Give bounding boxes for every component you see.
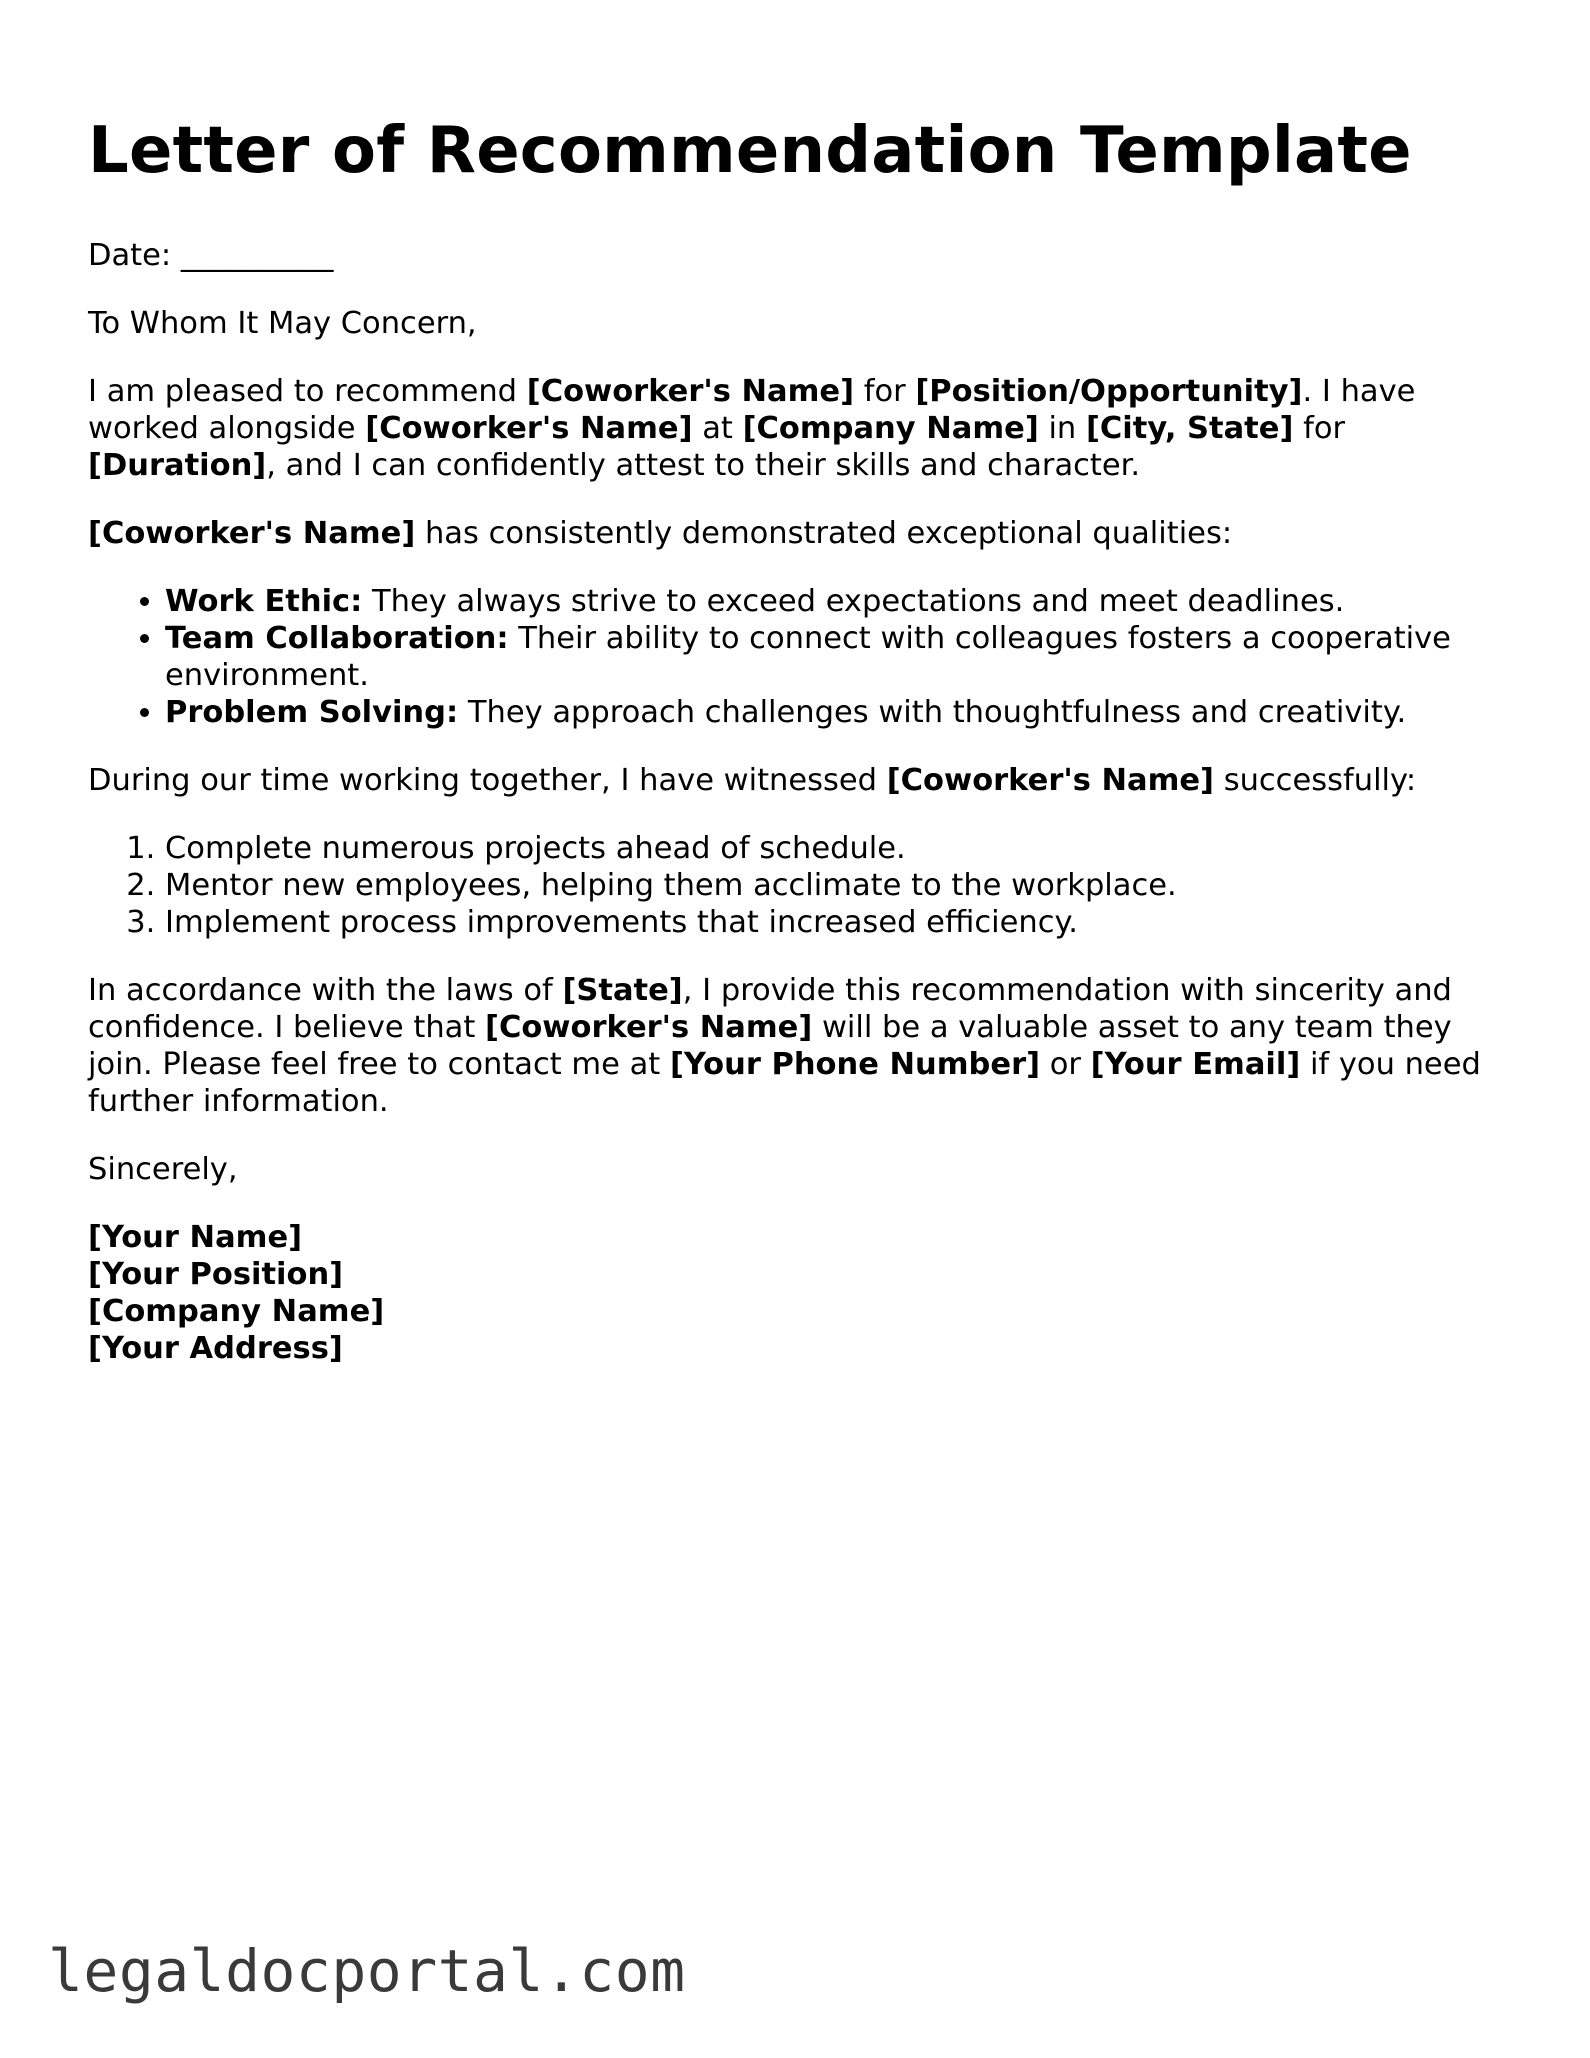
signature-block	[88, 1219, 1508, 1367]
closing-text-3: will be a valuable asset to any team they join. Please feel free to contact me at	[88, 1010, 1452, 1082]
achievements-intro-text-1: During our time working together, I have witnessed	[88, 763, 887, 798]
position-placeholder: [Position/Opportunity]	[915, 374, 1303, 409]
coworker-name-placeholder: [Coworker's Name]	[88, 516, 416, 551]
intro-paragraph	[88, 373, 1508, 484]
date-label: Date:	[88, 238, 172, 273]
coworker-name-placeholder: [Coworker's Name]	[485, 1010, 813, 1045]
company-name-placeholder: [Company Name]	[742, 411, 1039, 446]
coworker-name-placeholder: [Coworker's Name]	[526, 374, 855, 409]
intro-text-7: , and I can confidently attest to their skills and character.	[266, 448, 1141, 483]
watermark: legaldocportal.com	[48, 1937, 686, 2005]
list-item: 1. Complete numerous projects ahead of schedule.	[165, 830, 1508, 867]
state-placeholder: [State]	[562, 973, 683, 1008]
achievements-intro	[88, 762, 1508, 799]
intro-text-3: . I have worked alongside	[88, 374, 1416, 446]
signature-address: [Your Address]	[88, 1331, 343, 1366]
list-item	[165, 583, 1508, 620]
intro-text-1: I am pleased to recommend	[88, 374, 527, 409]
document-page	[88, 108, 1508, 1367]
list-item: 2. Mentor new employees, helping them acclimate to the workplace.	[165, 867, 1508, 904]
coworker-name-placeholder: [Coworker's Name]	[886, 763, 1214, 798]
closing-text-4: or	[1040, 1047, 1091, 1082]
qualities-list	[88, 583, 1508, 731]
closing-text-2: , I provide this recommendation with sincerity and confidence. I believe that	[88, 973, 1452, 1045]
date-blank: __________	[180, 238, 334, 273]
signature-company: [Company Name]	[88, 1294, 385, 1329]
quality-label: Problem Solving:	[165, 695, 459, 730]
closing-text-1: In accordance with the laws of	[88, 973, 563, 1008]
salutation: To Whom It May Concern,	[88, 306, 477, 341]
quality-label: Work Ethic:	[165, 584, 363, 619]
quality-label: Team Collaboration:	[165, 621, 509, 656]
closing-text-5: if you need further information.	[88, 1047, 1481, 1119]
quality-text: They approach challenges with thoughtfulness and creativity.	[458, 695, 1407, 730]
qualities-intro-text: has consistently demonstrated exceptional qualities:	[415, 516, 1233, 551]
coworker-name-placeholder: [Coworker's Name]	[365, 411, 693, 446]
city-state-placeholder: [City, State]	[1085, 411, 1294, 446]
list-item	[165, 694, 1508, 731]
email-placeholder: [Your Email]	[1090, 1047, 1301, 1082]
intro-text-2: for	[854, 374, 916, 409]
list-item: 3. Implement process improvements that increased efficiency.	[165, 904, 1508, 941]
date-line	[88, 237, 1508, 274]
signoff: Sincerely,	[88, 1152, 238, 1187]
quality-text: Their ability to connect with colleagues fosters a cooperative environment.	[165, 621, 1451, 693]
signature-name: [Your Name]	[88, 1220, 303, 1255]
phone-placeholder: [Your Phone Number]	[669, 1047, 1041, 1082]
document-title: Letter of Recommendation Template	[88, 114, 1412, 188]
quality-text: They always strive to exceed expectations and meet deadlines.	[362, 584, 1345, 619]
list-item	[165, 620, 1508, 694]
signature-position: [Your Position]	[88, 1257, 344, 1292]
intro-text-5: in	[1038, 411, 1086, 446]
duration-placeholder: [Duration]	[88, 448, 267, 483]
intro-text-6: for	[1293, 411, 1346, 446]
achievements-list	[88, 830, 1508, 941]
intro-text-4: at	[692, 411, 743, 446]
closing-paragraph	[88, 972, 1508, 1120]
qualities-intro	[88, 515, 1508, 552]
achievements-intro-text-2: successfully:	[1214, 763, 1417, 798]
